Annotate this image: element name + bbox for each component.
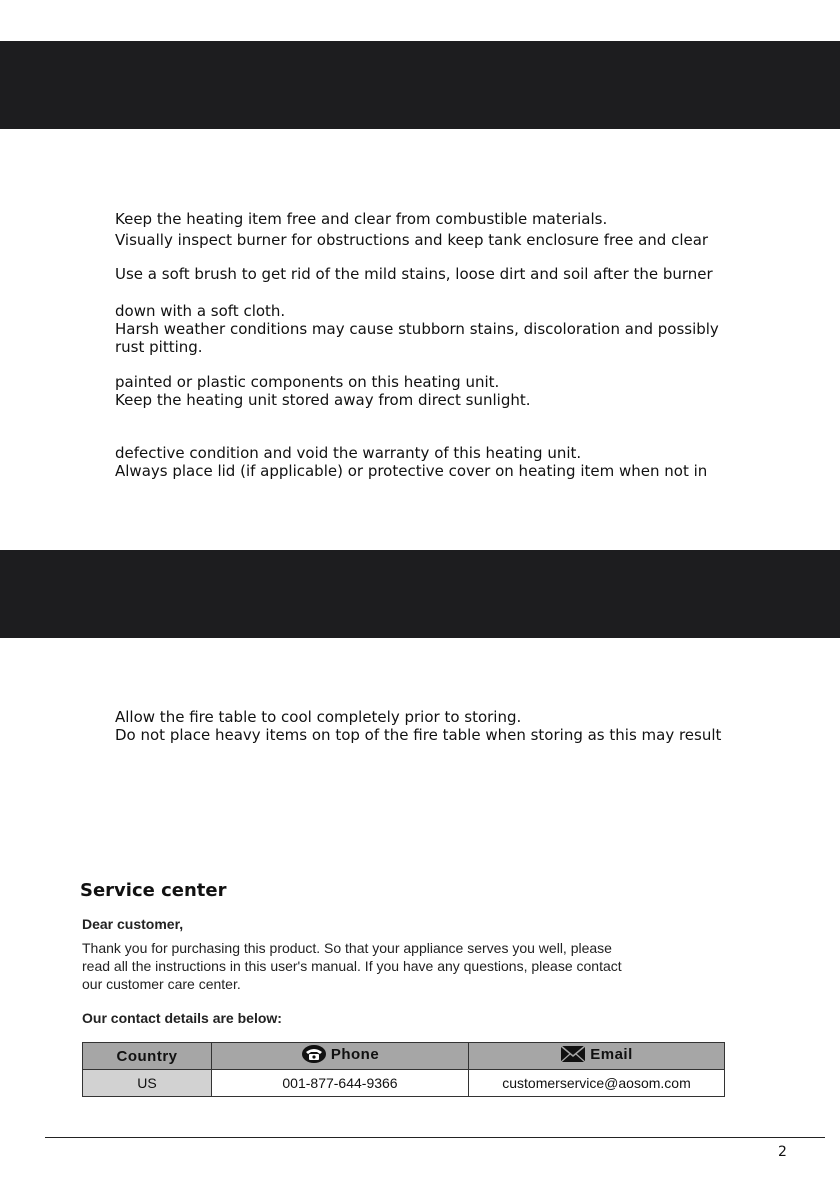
storage-line: Do not place heavy items on top of the fire table when storing as this may result	[115, 726, 722, 744]
email-header	[469, 1043, 725, 1070]
intro-paragraph-line: Thank you for purchasing this product. So that your appliance serves you well, please	[82, 940, 612, 956]
greeting: Dear customer,	[82, 916, 184, 932]
contact-table	[82, 1042, 725, 1097]
care-line: rust pitting.	[115, 338, 203, 356]
phone-header	[212, 1043, 469, 1070]
care-line: down with a soft cloth.	[115, 302, 286, 320]
contact-table-header-row	[83, 1043, 725, 1070]
country-header	[83, 1043, 212, 1070]
contact-table-row	[83, 1070, 725, 1097]
care-line: Visually inspect burner for obstructions and keep tank enclosure free and clear	[115, 231, 709, 249]
care-line: Keep the heating item free and clear from combustible materials.	[115, 210, 608, 228]
email-header-label: Email	[590, 1045, 633, 1063]
care-line: painted or plastic components on this heating unit.	[115, 373, 500, 391]
country-cell: US	[83, 1070, 212, 1097]
country-header-label: Country	[116, 1047, 178, 1065]
service-center-title: Service center	[80, 880, 227, 901]
telephone-icon	[301, 1044, 327, 1064]
section-header-band-storage	[0, 550, 840, 638]
intro-paragraph-line: our customer care center.	[82, 976, 241, 992]
intro-paragraph-line: read all the instructions in this user's manual. If you have any questions, please contact	[82, 958, 622, 974]
care-line: Always place lid (if applicable) or protective cover on heating item when not in	[115, 462, 708, 480]
section-header-band-care	[0, 41, 840, 129]
care-line: Use a soft brush to get rid of the mild stains, loose dirt and soil after the burner	[115, 265, 713, 283]
phone-number-cell: 001-877-644-9366	[212, 1070, 469, 1097]
footer-divider	[45, 1137, 825, 1138]
storage-line: Allow the fire table to cool completely prior to storing.	[115, 708, 522, 726]
care-line: Keep the heating unit stored away from direct sunlight.	[115, 391, 531, 409]
page-number: 2	[778, 1144, 787, 1160]
envelope-icon	[560, 1044, 586, 1064]
contact-heading: Our contact details are below:	[82, 1010, 282, 1026]
care-line: defective condition and void the warranty of this heating unit.	[115, 444, 582, 462]
email-address-cell: customerservice@aosom.com	[469, 1070, 725, 1097]
phone-header-label: Phone	[330, 1045, 380, 1063]
care-line: Harsh weather conditions may cause stubborn stains, discoloration and possibly	[115, 320, 719, 338]
